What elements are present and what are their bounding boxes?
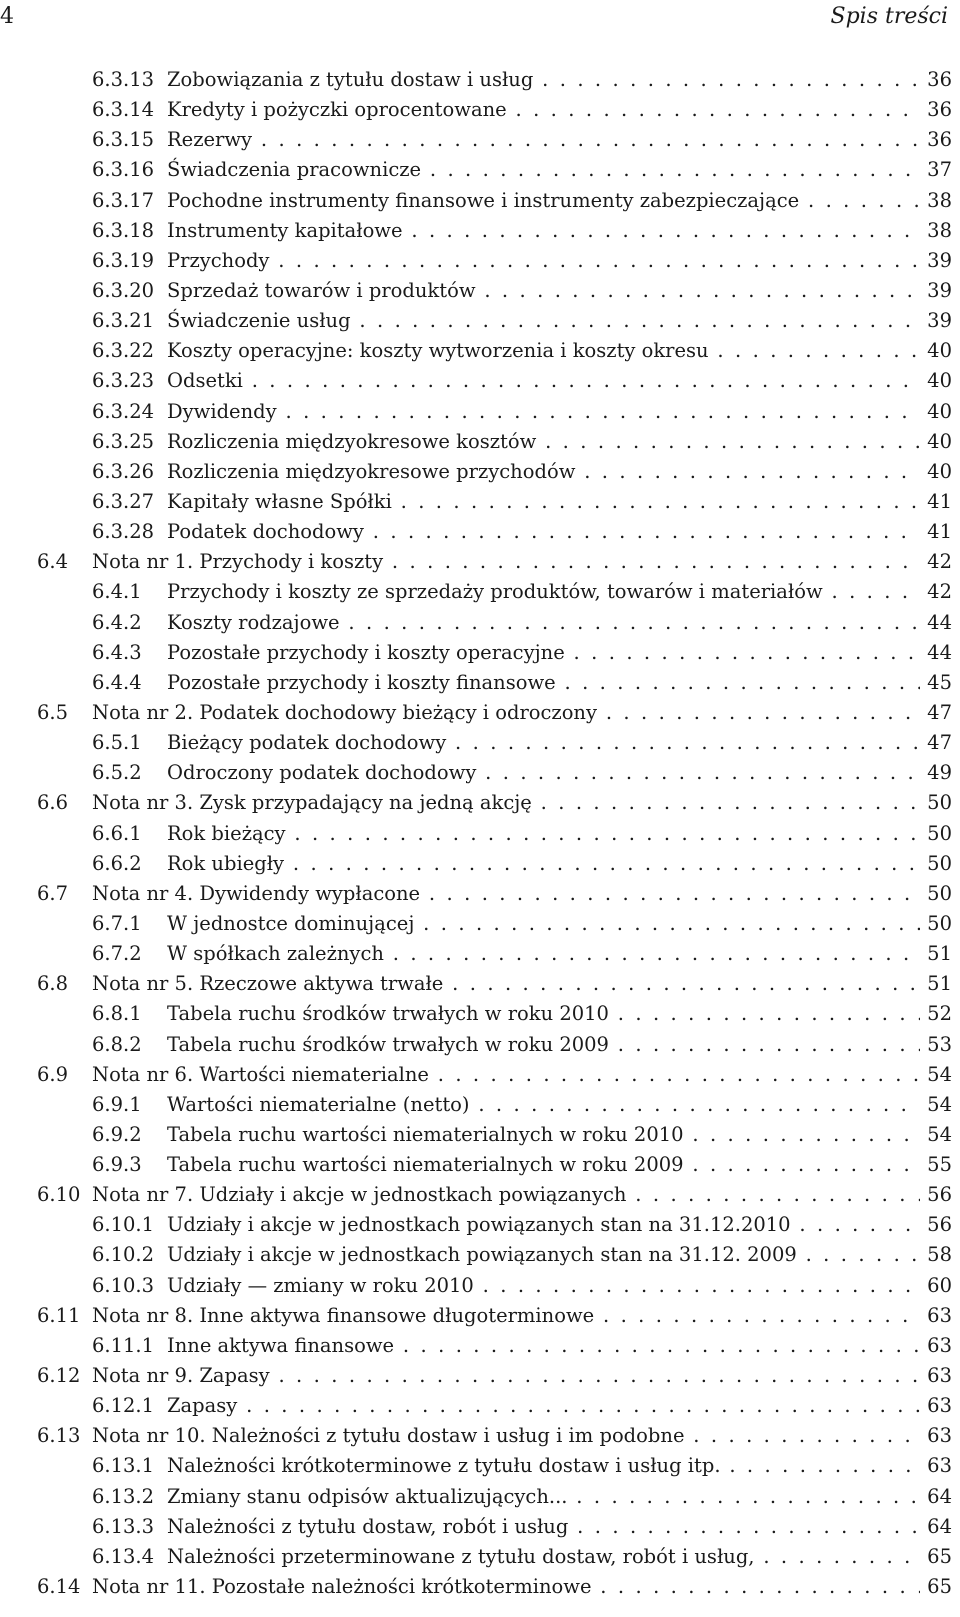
toc-entry-page: 63 (927, 1303, 952, 1327)
toc-entry[interactable] (0, 1331, 960, 1361)
toc-entry-number: 6.3.28 (92, 520, 155, 544)
toc-entry-page: 40 (927, 339, 952, 363)
toc-entry-title: Instrumenty kapitałowe . . . (167, 216, 920, 246)
toc-entry-title: Należności przeterminowane z tytułu dostaw, robót i usług, . . . (167, 1542, 920, 1572)
toc-entry-number: 6.8.2 (92, 1032, 142, 1056)
toc-entry-title: Tabela ruchu środków trwałych w roku 2010 . . . (167, 999, 920, 1029)
toc-entry-title: Pozostałe przychody i koszty operacyjne . . . (167, 638, 920, 668)
running-title: Spis treści (830, 4, 948, 29)
toc-entry-number: 6.4.2 (92, 610, 142, 634)
toc-entry-number: 6.3.21 (92, 309, 155, 333)
toc-entry-number: 6.13.3 (92, 1514, 155, 1538)
toc-entry[interactable] (0, 849, 960, 879)
toc-entry-title: Dywidendy . . . (167, 397, 920, 427)
toc-entry-title: Nota nr 5. Rzeczowe aktywa trwałe . . . (92, 969, 920, 999)
toc-entry-title: Pozostałe przychody i koszty finansowe . . . (167, 668, 920, 698)
toc-entry-number: 6.11 (37, 1303, 81, 1327)
toc-entry-number: 6.9.1 (92, 1092, 142, 1116)
toc-entry[interactable] (0, 608, 960, 638)
toc-entry-title: Nota nr 1. Przychody i koszty . . . (92, 547, 920, 577)
toc-entry-page: 41 (927, 520, 952, 544)
toc-entry-title: Świadczenia pracownicze . . . (167, 155, 920, 185)
toc-entry[interactable] (0, 668, 960, 698)
toc-entry-number: 6.13.1 (92, 1454, 155, 1478)
toc-entry-title: Nota nr 4. Dywidendy wypłacone . . . (92, 879, 920, 909)
toc-entry-title: Rezerwy . . . (167, 125, 920, 155)
toc-entry-page: 36 (927, 128, 952, 152)
toc-entry[interactable] (0, 397, 960, 427)
toc-entry-title: Koszty rodzajowe . . . (167, 608, 920, 638)
toc-entry-title: Przychody . . . (167, 246, 920, 276)
toc-entry-number: 6.10.1 (92, 1213, 155, 1237)
toc-entry-title: Tabela ruchu wartości niematerialnych w roku 2009 . . . (167, 1150, 920, 1180)
toc-entry-page: 37 (927, 158, 952, 182)
table-of-contents (0, 65, 960, 1602)
toc-entry-number: 6.12 (37, 1364, 81, 1388)
toc-entry[interactable] (0, 517, 960, 547)
toc-entry-title: Nota nr 8. Inne aktywa finansowe długoterminowe . . . (92, 1301, 920, 1331)
toc-entry-page: 42 (927, 550, 952, 574)
toc-entry-number: 6.9.3 (92, 1153, 142, 1177)
toc-entry-title: Należności krótkoterminowe z tytułu dostaw i usług itp. . . . (167, 1451, 920, 1481)
toc-entry-number: 6.10.3 (92, 1273, 155, 1297)
toc-entry-title: Rozliczenia międzyokresowe przychodów . . . (167, 457, 920, 487)
toc-entry[interactable] (0, 65, 960, 95)
toc-entry-title: Odroczony podatek dochodowy . . . (167, 758, 920, 788)
toc-entry-number: 6.6.1 (92, 821, 142, 845)
toc-entry-page: 63 (927, 1364, 952, 1388)
toc-entry-title: Nota nr 6. Wartości niematerialne . . . (92, 1060, 920, 1090)
toc-entry-title: Przychody i koszty ze sprzedaży produktów, towarów i materiałów . . . (167, 577, 920, 607)
toc-entry-title: Nota nr 11. Pozostałe należności krótkoterminowe . . . (92, 1572, 920, 1602)
toc-entry-page: 45 (927, 670, 952, 694)
toc-entry[interactable] (0, 819, 960, 849)
toc-entry-number: 6.11.1 (92, 1333, 155, 1357)
toc-entry-page: 47 (927, 700, 952, 724)
toc-entry[interactable] (0, 1542, 960, 1572)
toc-entry-page: 39 (927, 309, 952, 333)
toc-entry-number: 6.14 (37, 1575, 81, 1599)
toc-entry-page: 52 (927, 1002, 952, 1026)
toc-entry-number: 6.7 (37, 881, 69, 905)
toc-entry[interactable] (0, 1030, 960, 1060)
toc-entry[interactable] (0, 879, 960, 909)
toc-entry-number: 6.13.2 (92, 1484, 155, 1508)
toc-entry-title: Zobowiązania z tytułu dostaw i usług . . . (167, 65, 920, 95)
toc-entry-number: 6.10 (37, 1183, 81, 1207)
toc-entry[interactable] (0, 1482, 960, 1512)
toc-entry-title: Nota nr 3. Zysk przypadający na jedną akcję . . . (92, 788, 920, 818)
toc-entry-number: 6.3.26 (92, 459, 155, 483)
toc-entry-page: 50 (927, 911, 952, 935)
toc-entry-title: Zmiany stanu odpisów aktualizujących... . . . (167, 1482, 920, 1512)
toc-entry-title: Należności z tytułu dostaw, robót i usług . . . (167, 1512, 920, 1542)
toc-entry-page: 40 (927, 399, 952, 423)
toc-entry-number: 6.3.23 (92, 369, 155, 393)
toc-entry[interactable] (0, 1451, 960, 1481)
toc-entry-title: Nota nr 2. Podatek dochodowy bieżący i odroczony . . . (92, 698, 920, 728)
toc-entry[interactable] (0, 999, 960, 1029)
toc-entry-page: 39 (927, 248, 952, 272)
toc-entry-page: 56 (927, 1183, 952, 1207)
toc-entry-page: 50 (927, 881, 952, 905)
toc-entry-page: 65 (927, 1575, 952, 1599)
toc-entry-title: Kredyty i pożyczki oprocentowane . . . (167, 95, 920, 125)
toc-entry-title: Koszty operacyjne: koszty wytworzenia i koszty okresu . . . (167, 336, 920, 366)
toc-entry[interactable] (0, 366, 960, 396)
toc-entry[interactable] (0, 1060, 960, 1090)
toc-entry[interactable] (0, 186, 960, 216)
toc-entry[interactable] (0, 1150, 960, 1180)
toc-entry-number: 6.3.20 (92, 278, 155, 302)
toc-entry-page: 36 (927, 98, 952, 122)
toc-entry-page: 51 (927, 972, 952, 996)
toc-entry-page: 56 (927, 1213, 952, 1237)
toc-entry-number: 6.5.1 (92, 731, 142, 755)
toc-entry-page: 36 (927, 68, 952, 91)
toc-entry-page: 49 (927, 761, 952, 785)
toc-entry[interactable] (0, 909, 960, 939)
toc-entry[interactable] (0, 1391, 960, 1421)
toc-entry-number: 6.3.19 (92, 248, 155, 272)
toc-entry-title: Sprzedaż towarów i produktów . . . (167, 276, 920, 306)
toc-entry-page: 54 (927, 1062, 952, 1086)
toc-entry[interactable] (0, 1180, 960, 1210)
toc-entry-number: 6.5.2 (92, 761, 142, 785)
toc-entry[interactable] (0, 1361, 960, 1391)
toc-entry[interactable] (0, 155, 960, 185)
toc-entry[interactable] (0, 1120, 960, 1150)
toc-entry-page: 63 (927, 1424, 952, 1448)
toc-entry-number: 6.3.22 (92, 339, 155, 363)
toc-entry-title: Nota nr 10. Należności z tytułu dostaw i usług i im podobne . . . (92, 1421, 920, 1451)
toc-entry[interactable] (0, 969, 960, 999)
toc-entry-page: 50 (927, 821, 952, 845)
toc-entry-number: 6.4 (37, 550, 69, 574)
toc-entry-number: 6.3.14 (92, 98, 155, 122)
toc-entry-number: 6.5 (37, 700, 69, 724)
toc-entry-title: Nota nr 9. Zapasy . . . (92, 1361, 920, 1391)
toc-entry-title: Kapitały własne Spółki . . . (167, 487, 920, 517)
toc-entry[interactable] (0, 1512, 960, 1542)
toc-entry-number: 6.10.2 (92, 1243, 155, 1267)
toc-entry[interactable] (0, 577, 960, 607)
toc-entry[interactable] (0, 276, 960, 306)
toc-entry-page: 64 (927, 1514, 952, 1538)
toc-entry-number: 6.8.1 (92, 1002, 142, 1026)
toc-entry-page: 38 (927, 218, 952, 242)
toc-entry[interactable] (0, 1240, 960, 1270)
toc-entry-number: 6.6 (37, 791, 69, 815)
toc-entry-number: 6.3.18 (92, 218, 155, 242)
toc-entry[interactable] (0, 1210, 960, 1240)
toc-entry-number: 6.3.27 (92, 489, 155, 513)
toc-entry-number: 6.9 (37, 1062, 69, 1086)
toc-entry[interactable] (0, 788, 960, 818)
page-number: 4 (0, 4, 14, 29)
toc-entry-title: Odsetki . . . (167, 366, 920, 396)
toc-entry-page: 38 (927, 188, 952, 212)
toc-entry-number: 6.8 (37, 972, 69, 996)
toc-entry-page: 40 (927, 429, 952, 453)
toc-entry-number: 6.3.25 (92, 429, 155, 453)
toc-entry[interactable] (0, 306, 960, 336)
toc-entry-title: Zapasy . . . (167, 1391, 920, 1421)
toc-entry-page: 63 (927, 1454, 952, 1478)
toc-entry-page: 44 (927, 640, 952, 664)
toc-entry-title: Udziały — zmiany w roku 2010 . . . (167, 1271, 920, 1301)
toc-entry-title: Rok ubiegły . . . (167, 849, 920, 879)
toc-entry-title: Nota nr 7. Udziały i akcje w jednostkach powiązanych . . . (92, 1180, 920, 1210)
toc-entry-number: 6.3.24 (92, 399, 155, 423)
toc-entry-page: 64 (927, 1484, 952, 1508)
toc-entry[interactable] (0, 95, 960, 125)
toc-entry[interactable] (0, 1301, 960, 1331)
toc-entry-title: W spółkach zależnych . . . (167, 939, 920, 969)
toc-entry[interactable] (0, 487, 960, 517)
toc-entry-title: Tabela ruchu środków trwałych w roku 2009 . . . (167, 1030, 920, 1060)
toc-entry[interactable] (0, 698, 960, 728)
toc-entry-title: Udziały i akcje w jednostkach powiązanych stan na 31.12. 2009 . . . (167, 1240, 920, 1270)
toc-entry-number: 6.3.13 (92, 68, 155, 91)
toc-entry[interactable] (0, 1572, 960, 1602)
toc-entry-page: 54 (927, 1122, 952, 1146)
toc-entry-page: 51 (927, 942, 952, 966)
toc-entry[interactable] (0, 336, 960, 366)
toc-entry[interactable] (0, 125, 960, 155)
toc-entry-title: W jednostce dominującej . . . (167, 909, 920, 939)
toc-entry-number: 6.12.1 (92, 1394, 155, 1418)
toc-entry-title: Wartości niematerialne (netto) . . . (167, 1090, 920, 1120)
toc-entry-page: 50 (927, 851, 952, 875)
toc-entry[interactable] (0, 457, 960, 487)
toc-entry[interactable] (0, 547, 960, 577)
toc-entry-page: 47 (927, 731, 952, 755)
toc-entry[interactable] (0, 216, 960, 246)
toc-entry[interactable] (0, 758, 960, 788)
toc-entry-title: Tabela ruchu wartości niematerialnych w roku 2010 . . . (167, 1120, 920, 1150)
toc-entry-number: 6.6.2 (92, 851, 142, 875)
toc-entry-title: Udziały i akcje w jednostkach powiązanych stan na 31.12.2010 . . . (167, 1210, 920, 1240)
toc-entry-number: 6.4.1 (92, 580, 142, 604)
toc-entry[interactable] (0, 638, 960, 668)
toc-entry-page: 41 (927, 489, 952, 513)
toc-entry-page: 54 (927, 1092, 952, 1116)
toc-entry-page: 60 (927, 1273, 952, 1297)
toc-entry-page: 50 (927, 791, 952, 815)
toc-entry[interactable] (0, 728, 960, 758)
toc-entry-number: 6.3.15 (92, 128, 155, 152)
toc-entry-page: 58 (927, 1243, 952, 1267)
toc-entry-title: Podatek dochodowy . . . (167, 517, 920, 547)
toc-entry-number: 6.3.17 (92, 188, 155, 212)
toc-entry-page: 42 (927, 580, 952, 604)
toc-entry-title: Pochodne instrumenty finansowe i instrumenty zabezpieczające . . . (167, 186, 920, 216)
toc-entry-page: 40 (927, 459, 952, 483)
toc-entry-page: 55 (927, 1153, 952, 1177)
toc-entry-page: 39 (927, 278, 952, 302)
toc-entry-number: 6.3.16 (92, 158, 155, 182)
toc-entry-number: 6.9.2 (92, 1122, 142, 1146)
toc-entry[interactable] (0, 1421, 960, 1451)
toc-entry-number: 6.4.4 (92, 670, 142, 694)
toc-entry-title: Rozliczenia międzyokresowe kosztów . . . (167, 427, 920, 457)
toc-entry-title: Bieżący podatek dochodowy . . . (167, 728, 920, 758)
page-header (0, 0, 960, 40)
toc-entry-page: 65 (927, 1544, 952, 1568)
toc-entry[interactable] (0, 427, 960, 457)
toc-entry-title: Rok bieżący . . . (167, 819, 920, 849)
toc-entry-title: Świadczenie usług . . . (167, 306, 920, 336)
toc-entry-number: 6.7.1 (92, 911, 142, 935)
toc-entry-number: 6.13.4 (92, 1544, 155, 1568)
toc-entry-page: 40 (927, 369, 952, 393)
toc-entry[interactable] (0, 1090, 960, 1120)
toc-entry-page: 63 (927, 1394, 952, 1418)
toc-entry-title: Inne aktywa finansowe . . . (167, 1331, 920, 1361)
toc-entry-page: 63 (927, 1333, 952, 1357)
toc-entry[interactable] (0, 246, 960, 276)
toc-entry-number: 6.13 (37, 1424, 81, 1448)
toc-entry[interactable] (0, 1271, 960, 1301)
toc-entry-page: 53 (927, 1032, 952, 1056)
toc-entry-page: 44 (927, 610, 952, 634)
toc-entry[interactable] (0, 939, 960, 969)
toc-entry-number: 6.7.2 (92, 942, 142, 966)
toc-entry-number: 6.4.3 (92, 640, 142, 664)
